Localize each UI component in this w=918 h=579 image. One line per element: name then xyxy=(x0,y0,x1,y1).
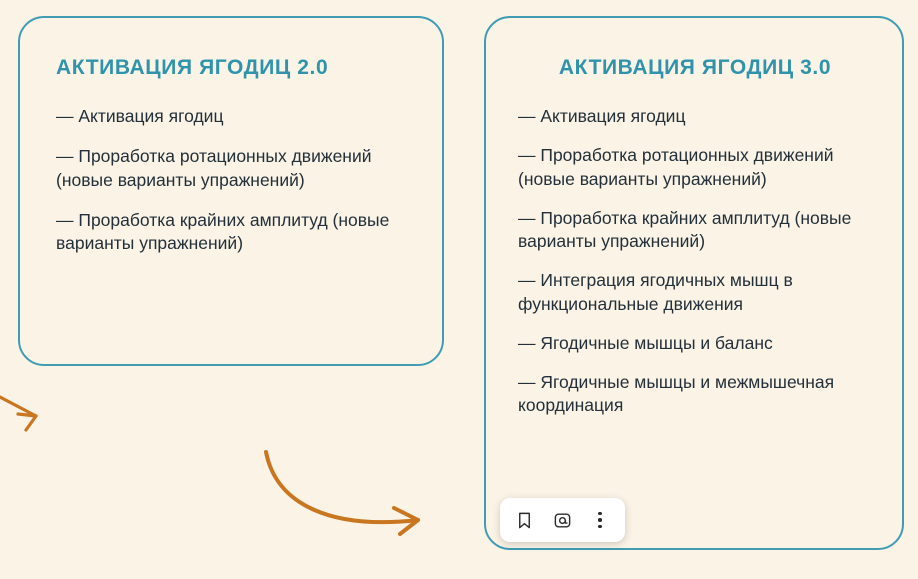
list-item: — Активация ягодиц xyxy=(518,106,686,127)
list-item: — Интеграция ягодичных мышц в функциональные движения xyxy=(518,270,793,314)
list-item: — Проработка ротационных движений (новые варианты упражнений) xyxy=(518,145,834,189)
list-item: — Ягодичные мышцы и межмышечная координация xyxy=(518,372,835,416)
arrow-curved-icon xyxy=(258,442,438,542)
card-activation-3 xyxy=(484,16,904,550)
camera-icon[interactable] xyxy=(546,504,578,536)
feature-list xyxy=(56,105,408,255)
more-dots xyxy=(598,510,602,530)
list-item: — Ягодичные мышцы и баланс xyxy=(518,332,773,353)
bookmark-icon[interactable] xyxy=(509,504,541,536)
list-item: — Проработка крайних амплитуд (новые варианты упражнений) xyxy=(56,209,390,254)
card-activation-2 xyxy=(18,16,444,366)
list-item: — Проработка ротационных движений (новые варианты упражнений) xyxy=(56,146,372,190)
arrow-small-icon xyxy=(0,392,42,438)
feature-list xyxy=(518,105,872,418)
more-options-icon[interactable] xyxy=(584,504,616,536)
floating-toolbar[interactable] xyxy=(500,498,625,542)
list-item: — Проработка крайних амплитуд (новые варианты упражнений) xyxy=(518,207,852,252)
list-item: — Активация ягодиц xyxy=(56,106,224,127)
card-title: АКТИВАЦИЯ ЯГОДИЦ 3.0 xyxy=(558,56,832,79)
card-title: АКТИВАЦИЯ ЯГОДИЦ 2.0 xyxy=(56,56,329,79)
